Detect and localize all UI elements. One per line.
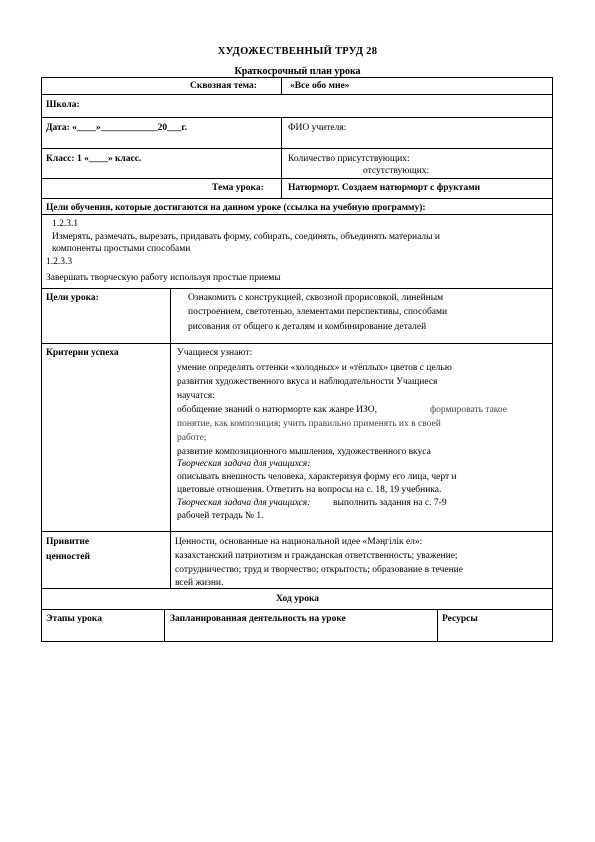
values-line: Ценности, основанные на национальной идее «Мәңгілік ел»:	[175, 537, 423, 547]
row-divider	[41, 148, 553, 149]
column-header-stages: Этапы урока	[46, 614, 102, 624]
criteria-line: развитие композиционного мышления, художественного вкуса	[177, 447, 431, 457]
goal-text: Измерять, размечать, вырезать, придавать форму, собирать, соединять, объединять материалы и	[52, 232, 440, 242]
document-subtitle: Краткосрочный план урока	[234, 66, 361, 77]
criteria-line: цветовые отношения. Ответить на вопросы на с. 18, 19 учебника.	[177, 485, 442, 495]
lesson-topic-value: Натюрморт. Создаем натюрморт с фруктами	[288, 183, 481, 193]
goal-code: 1.2.3.3	[46, 257, 73, 267]
lesson-goal-line: Ознакомить с конструкцией, сквозной прорисовкой, линейным	[188, 293, 444, 303]
present-count-label: Количество присутствующих:	[288, 154, 410, 164]
column-header-resources: Ресурсы	[442, 614, 478, 624]
criteria-line: обобщение знаний о натюрморте как жанре ИЗО,	[177, 405, 378, 415]
row-divider	[41, 288, 553, 289]
values-line: всей жизни.	[175, 578, 224, 588]
criteria-line: научатся:	[177, 391, 215, 401]
lesson-goal-line: рисования от общего к деталям и комбинирование деталей	[188, 322, 427, 332]
row-divider	[41, 178, 553, 179]
criteria-line: формировать такое	[430, 405, 507, 415]
col-divider	[281, 117, 282, 198]
col-divider	[170, 288, 171, 588]
class-label: Класс: 1 «____» класс.	[46, 154, 142, 164]
row-divider	[41, 609, 553, 610]
col-divider	[437, 609, 438, 642]
col-divider	[164, 609, 165, 642]
criteria-line: Учащиеся узнают:	[177, 348, 253, 358]
success-criteria-label: Критерии успеха	[46, 348, 119, 358]
criteria-line: описывать внешность человека, характеризуя форму его лица, черт и	[177, 472, 457, 482]
values-line: казахстанский патриотизм и гражданская ответственность; уважение;	[175, 551, 458, 561]
learning-goals-header: Цели обучения, которые достигаются на данном уроке (ссылка на учебную программу):	[46, 203, 426, 213]
row-divider	[41, 198, 553, 199]
row-divider	[41, 94, 553, 95]
row-divider	[41, 588, 553, 589]
goal-text: компоненты простыми способами	[52, 244, 191, 254]
criteria-line: развития художественного вкуса и наблюдательности Учащиеся	[177, 377, 438, 387]
theme-value: «Все обо мне»	[290, 81, 350, 91]
values-line: сотрудничество; труд и творчество; открытость; образование в течение	[175, 565, 463, 575]
row-divider	[41, 531, 553, 532]
goal-text: Завершать творческую работу используя простые приемы	[46, 273, 281, 283]
criteria-line: понятие, как композиция; учить правильно применять их в своей	[177, 419, 441, 429]
values-label: ценностей	[46, 552, 90, 562]
lesson-goal-line: построением, светотенью, элементами перспективы, способами	[188, 307, 448, 317]
document-title: ХУДОЖЕСТВЕННЫЙ ТРУД 28	[217, 46, 378, 57]
lesson-goals-label: Цели урока:	[46, 293, 99, 303]
lesson-course-header: Ход урока	[275, 594, 320, 604]
row-divider	[41, 214, 553, 215]
column-header-activity: Запланированная деятельность на уроке	[170, 614, 346, 624]
row-divider	[41, 117, 553, 118]
teacher-label: ФИО учителя:	[288, 123, 347, 133]
date-label: Дата: «____»____________20___г.	[46, 123, 187, 133]
school-label: Школа:	[46, 100, 80, 110]
theme-label: Сквозная тема:	[190, 81, 257, 91]
col-divider	[281, 77, 282, 94]
absent-count-label: отсутствующих:	[363, 166, 430, 176]
row-divider	[41, 343, 553, 344]
lesson-topic-label: Тема урока:	[212, 183, 264, 193]
criteria-line: Творческая задача для учащихся:	[177, 459, 311, 469]
goal-code: 1.2.3.1	[52, 219, 79, 229]
criteria-line: Творческая задача для учащихся:	[177, 498, 311, 508]
criteria-line: рабочей тетрадь № 1.	[177, 511, 264, 521]
criteria-line: умение определять оттенки «холодных» и «тёплых» цветов с целью	[177, 363, 452, 373]
values-label: Привитие	[46, 537, 90, 547]
criteria-line: выполнить задания на с. 7-9	[333, 498, 447, 508]
criteria-line: работе;	[177, 433, 207, 443]
